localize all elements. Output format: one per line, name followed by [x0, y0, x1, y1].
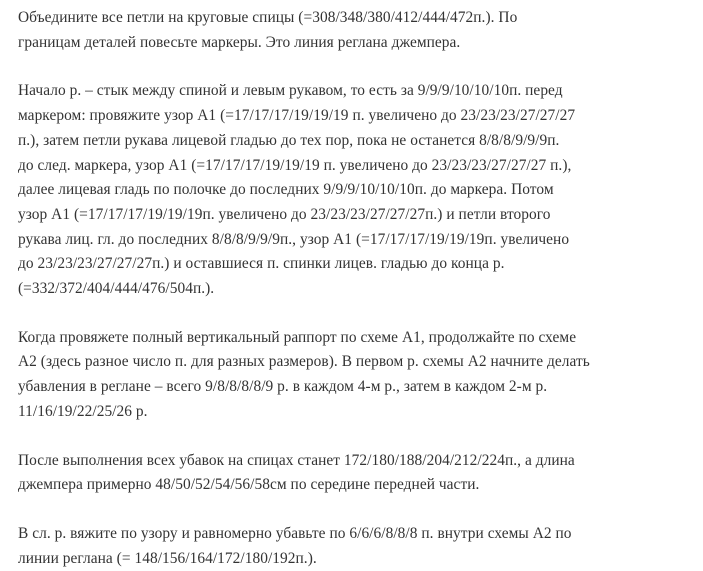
text-line: Объедините все петли на круговые спицы (=308/348/380/412/444/472п.). По [18, 9, 518, 26]
text-line: рукава лиц. гл. до последних 8/8/8/9/9/9п., узор А1 (=17/17/17/19/19/19п. увеличено [18, 230, 570, 248]
text-line: 11/16/19/22/25/26 р. [18, 402, 148, 420]
text-line: Когда провяжете полный вертикальный раппорт по схеме А1, продолжайте по схеме [18, 328, 577, 346]
text-line: п.), затем петли рукава лицевой гладью до тех пор, пока не останется 8/8/8/9/9/9п. [18, 131, 560, 149]
text-line: После выполнения всех убавок на спицах станет 172/180/188/204/212/224п., а длина [18, 451, 575, 469]
paragraph-round-start [18, 79, 685, 301]
text-line: линии реглана (= 148/156/164/172/180/192п.). [18, 549, 317, 567]
text-line: В сл. р. вяжите по узору и равномерно убавьте по 6/6/6/8/8/8 п. внутри схемы А2 по [18, 524, 572, 542]
text-line: Начало р. – стык между спиной и левым рукавом, то есть за 9/9/9/10/10/10п. перед [18, 82, 563, 100]
text-line: А2 (здесь разное число п. для разных размеров). В первом р. схемы А2 начните делать [18, 353, 590, 371]
paragraph-join-stitches [18, 6, 685, 55]
text-line: маркером: провяжите узор А1 (=17/17/17/19/19/19 п. увеличено до 23/23/23/27/27/27 [18, 107, 576, 125]
paragraph-decreases-done [18, 449, 685, 498]
text-line: убавления в реглане – всего 9/8/8/8/8/9 р. в каждом 4-м р., затем в каждом 2-м р. [18, 378, 548, 396]
text-line: до 23/23/23/27/27/27п.) и оставшиеся п. спинки лицев. гладью до конца р. [18, 255, 505, 273]
text-line: джемпера примерно 48/50/52/54/56/58см по середине передней части. [18, 476, 480, 494]
text-line: узор А1 (=17/17/17/19/19/19п. увеличено до 23/23/23/27/27/27п.) и петли второго [18, 205, 551, 223]
paragraph-chart-a2 [18, 326, 685, 425]
paragraph-next-round [18, 522, 685, 571]
text-line: далее лицевая гладь по полочке до последних 9/9/9/10/10/10п. до маркера. Потом [18, 181, 554, 199]
text-line: до след. маркера, узор А1 (=17/17/17/19/19/19 п. увеличено до 23/23/23/27/27/27 п.), [18, 156, 572, 174]
text-line: (=332/372/404/444/476/504п.). [18, 280, 215, 298]
text-line: границам деталей повесьте маркеры. Это линия реглана джемпера. [18, 33, 461, 51]
